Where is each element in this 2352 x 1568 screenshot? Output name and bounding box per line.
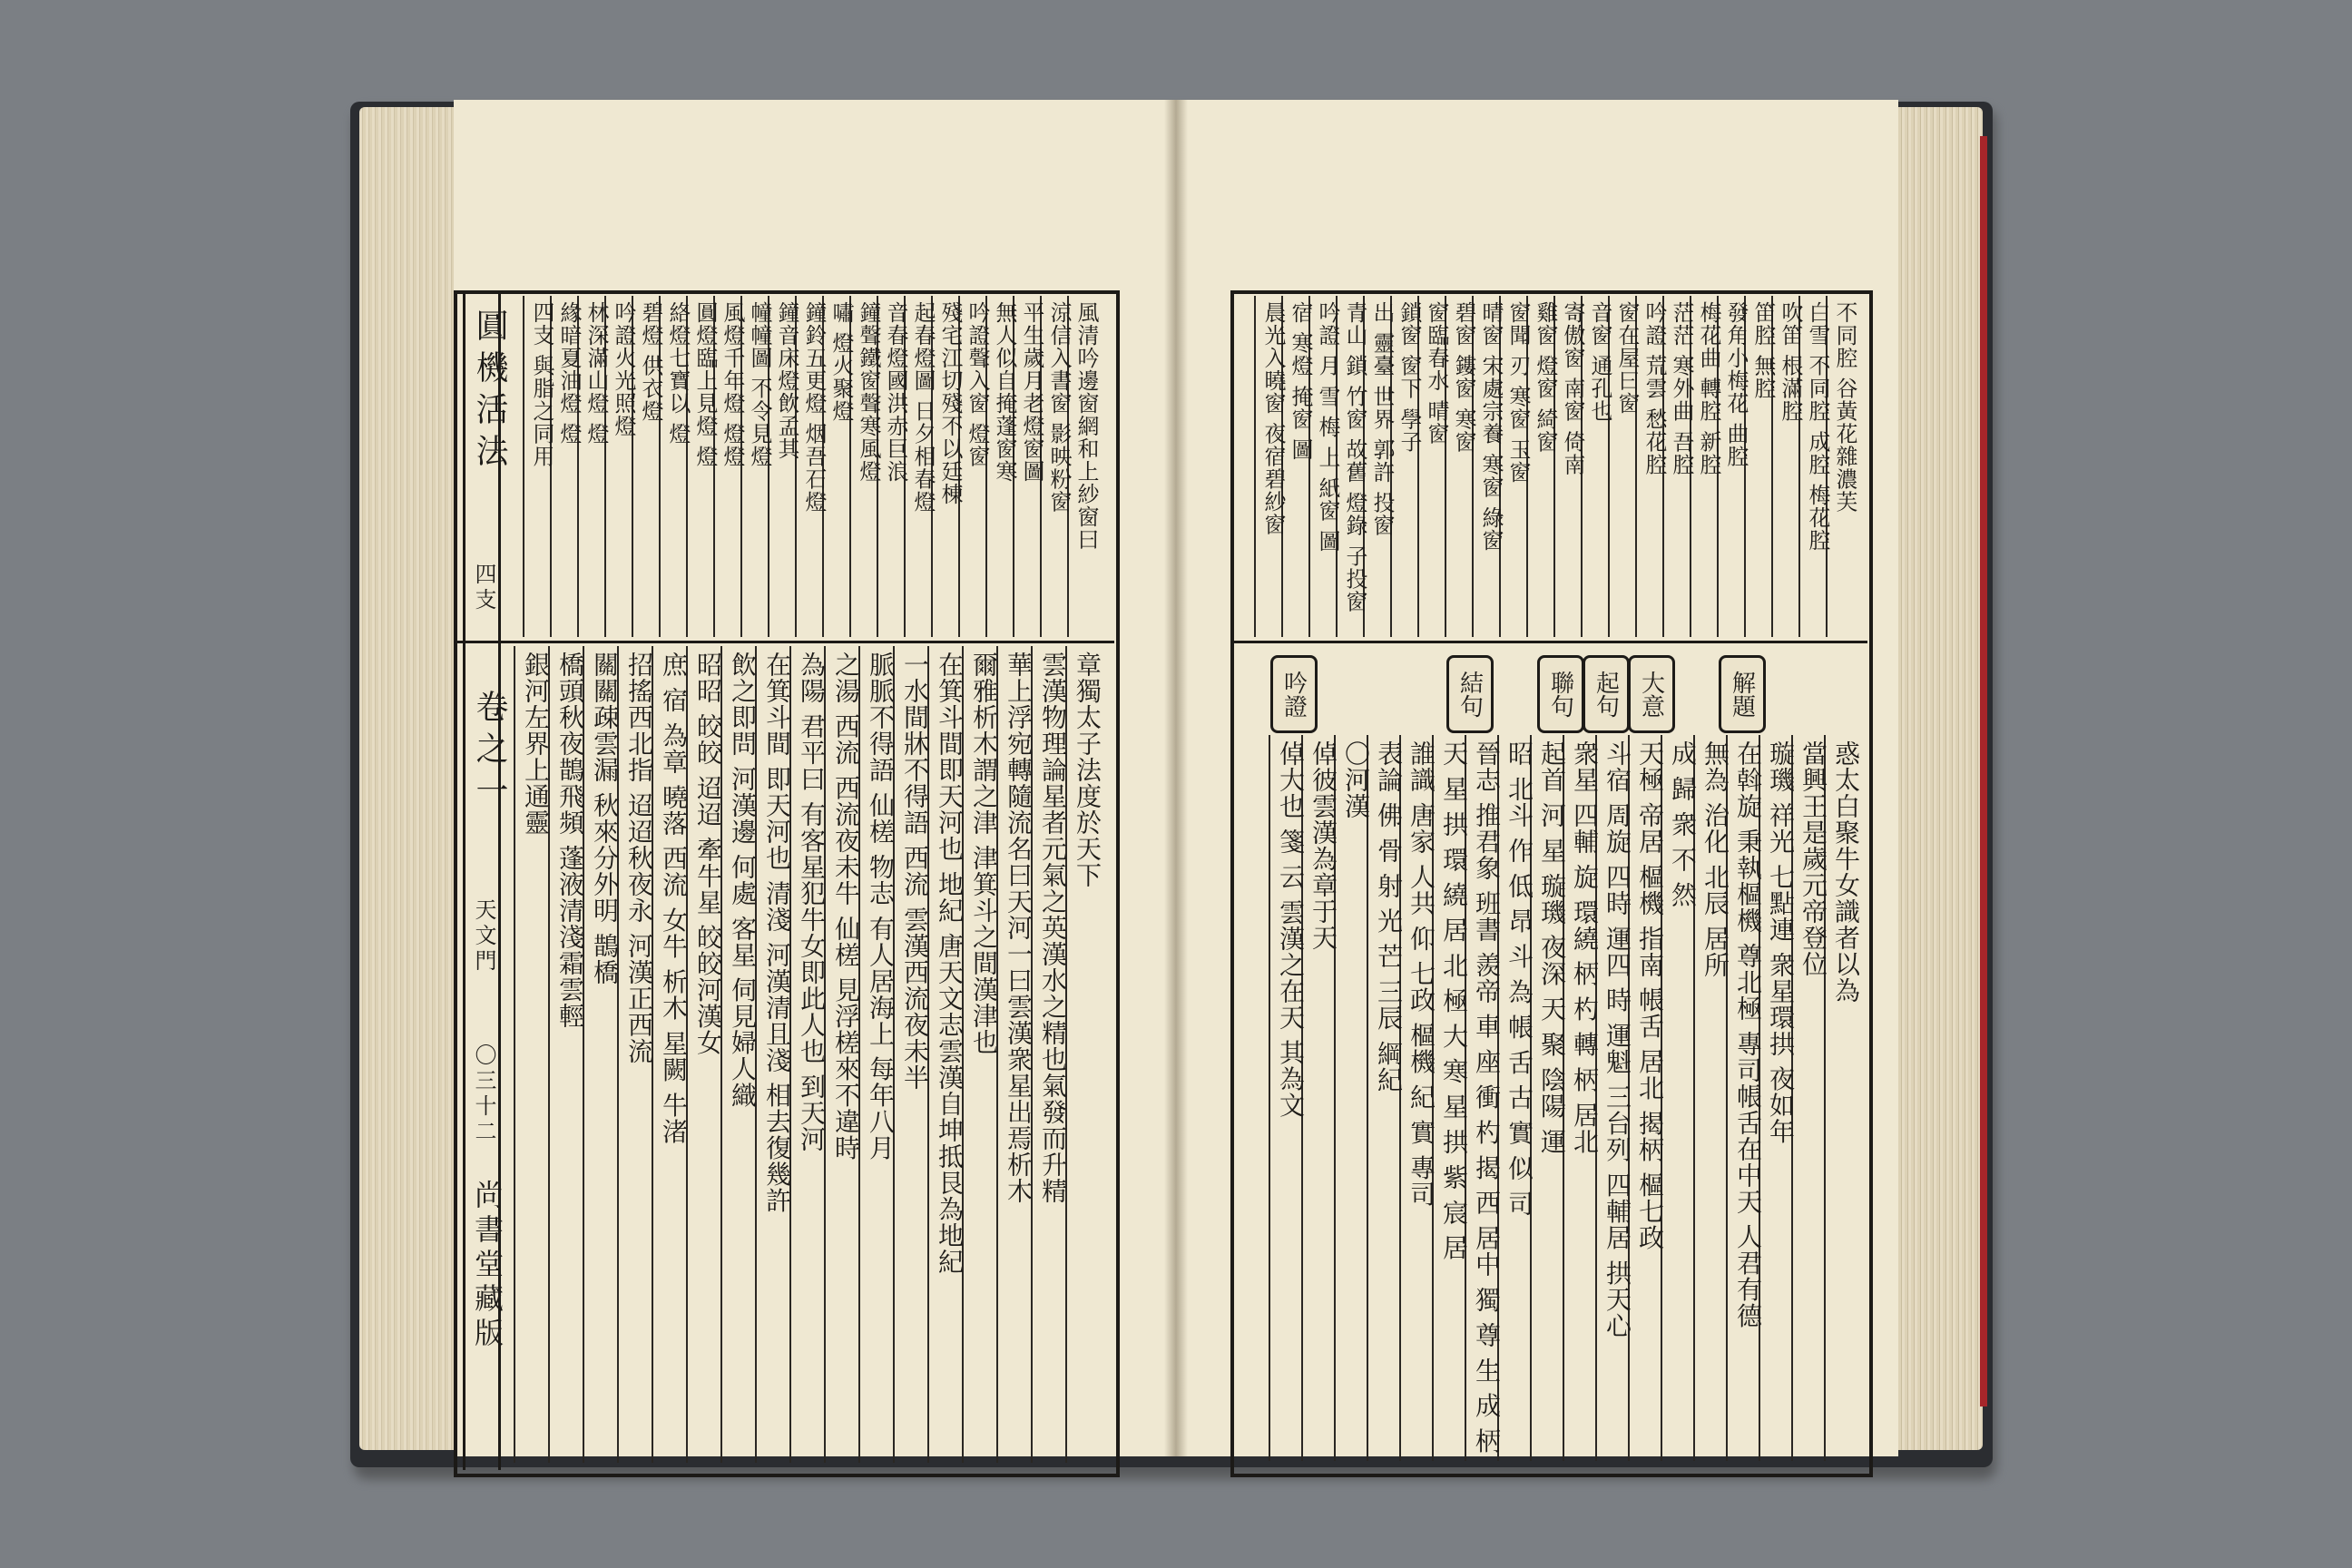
- text-column: 橋頭秋夜鵲飛頻 蓬液清淺霜雲輕: [555, 652, 585, 1029]
- volume-label: 卷之一: [471, 690, 508, 815]
- text-column: 窗聞 刃 寒窗 玉窗: [1505, 301, 1531, 484]
- left-page: [454, 100, 1176, 1456]
- badge-lianju: 聯句: [1537, 655, 1584, 733]
- book-title: 圓機活法: [471, 309, 508, 475]
- text-column: 在箕斗間 即天河也 清淺 河漢清且淺 相去復幾許: [762, 652, 792, 1214]
- text-column: 表論 佛 骨 射 光 芒 三辰 綱紀: [1374, 740, 1404, 1093]
- section-label: 四支: [471, 563, 496, 613]
- text-column: 昭昭 皎皎 迢迢 牽牛星 皎皎河漢女: [693, 652, 723, 1056]
- text-column: 嘯 燈火聚燈: [828, 301, 854, 423]
- text-column: 倬彼雲漢為章于天: [1308, 740, 1338, 951]
- right-page: [1176, 100, 1898, 1456]
- text-column: 在斡旋 秉執樞機 尊北極 專司帳舌在中天 人君有德: [1733, 740, 1763, 1329]
- column-rule: [523, 296, 524, 637]
- text-column: 爾雅析木謂之津 津箕斗之間漢津也: [969, 652, 999, 1055]
- text-column: 招搖西北指 迢迢秋夜永 河漢正西流: [624, 652, 654, 1064]
- text-column: 殘宅江切殘不以廷棟: [937, 301, 963, 505]
- text-column: 鐘鈴五更燈 烟吾石燈: [801, 301, 827, 514]
- text-column: 無為 治化 北辰 居所: [1700, 740, 1730, 978]
- text-column: 碧燈 供衣燈: [638, 301, 663, 423]
- text-column: 起春燈圖 日夕相春燈: [910, 301, 936, 514]
- text-column: 衆星 四輔 旋 環繞 柄 杓 轉 柄 居北: [1570, 740, 1600, 1155]
- text-column: 雲漢物理論星者元氣之英漢水之精也氣發而升精: [1038, 652, 1068, 1204]
- publisher-label: 尚書堂藏版: [470, 1180, 505, 1352]
- text-column: 為陽 君平曰 有客星犯牛女即此人也 到天河: [797, 652, 827, 1152]
- text-column: 寄傲窗 南窗 倚南: [1560, 301, 1585, 476]
- column-rule: [514, 646, 515, 1463]
- text-column: 絡燈七寶以 燈: [665, 301, 691, 446]
- text-column: 惑太白聚牛女識者以為: [1831, 740, 1861, 1004]
- text-column: 平生歲月老燈窗圖: [1019, 301, 1044, 483]
- text-column: 鐘音床燈飲孟其: [774, 301, 799, 460]
- text-column: 鐘聲鐵窗聲寒風燈: [856, 301, 881, 483]
- badge-qiju: 起句: [1583, 655, 1630, 733]
- text-column: 脈脈不得語 仙槎 物志 有人居海上 每年八月: [866, 652, 896, 1161]
- text-column: 笛腔 無腔: [1750, 301, 1776, 400]
- text-column: 銀河左界上通靈: [521, 652, 551, 836]
- text-column: 飲之即問 河漢邊 何處 客星 伺見婦人織: [728, 652, 758, 1109]
- text-column: 華上浮宛轉隨流名曰天河一曰雲漢衆星出焉析木: [1004, 652, 1034, 1204]
- text-column: 白雪 不同腔 成腔 梅花腔: [1805, 301, 1830, 552]
- text-column: 雞窗 燈窗 綺窗: [1533, 301, 1558, 454]
- text-column: 幢幢圖 不令見燈: [747, 301, 772, 468]
- text-column: 起首 河 星 璇璣 夜深 天 聚 陰陽 運: [1537, 740, 1567, 1155]
- text-column: 斗宿 周旋 四時 運四 時 運魁 三台列 四輔居 拱天心: [1602, 740, 1632, 1339]
- left-page-edges: [359, 107, 461, 1450]
- text-column: 〇河漢: [1341, 740, 1371, 819]
- text-column: 圓燈臨上見燈 燈: [692, 301, 718, 468]
- text-column: 吟證火光照燈: [611, 301, 636, 437]
- text-column: 緣暗夏油燈 燈: [556, 301, 582, 446]
- text-column: 茫茫 寒外曲 吾腔: [1669, 301, 1694, 476]
- text-column: 音窗 通孔也: [1587, 301, 1612, 423]
- text-column: 風燈千年燈 燈燈: [720, 301, 745, 468]
- right-page-edges: [1892, 107, 1983, 1450]
- badge-jieju: 結句: [1446, 655, 1494, 733]
- text-column: 吟證 荒雲 愁花腔: [1642, 301, 1667, 476]
- text-column: 鎖窗 窗下 學子: [1396, 301, 1422, 454]
- text-column: 晨光入曉窗 夜宿碧紗窗: [1260, 301, 1286, 536]
- badge-dayi: 大意: [1628, 655, 1675, 733]
- chapter-label: 天文門: [471, 898, 496, 975]
- text-column: 宿 寒燈 掩窗 圖: [1288, 301, 1313, 461]
- text-column: 發角小梅花 曲腔: [1723, 301, 1749, 468]
- text-column: 天 星 拱 環 繞 居 北 極 大 寒 星 拱 紫 宸 居: [1439, 740, 1469, 1261]
- text-column: 音春燈國洪赤巨浪: [883, 301, 908, 483]
- text-column: 碧窗 鏤窗 寒窗: [1451, 301, 1476, 454]
- text-column: 窗臨春水 晴窗: [1424, 301, 1449, 446]
- badge-jieti: 解題: [1719, 655, 1766, 733]
- column-rule: [1367, 735, 1368, 1461]
- text-column: 關關疎雲漏 秋來分外明 鵲橋: [590, 652, 620, 985]
- left-section-divider: [457, 641, 1114, 643]
- text-column: 吹笛 根滿腔: [1778, 301, 1803, 423]
- page-number: 〇三十二: [471, 1044, 496, 1145]
- text-column: 青山 鎖 竹窗 故舊 燈錄 子投窗: [1342, 301, 1367, 613]
- text-column: 出 靈臺 世界 郭許 投窗: [1369, 301, 1395, 537]
- text-column: 誰識 唐家 人共 仰 七政 樞機 紀 實 專司: [1406, 740, 1436, 1208]
- text-column: 昭 北斗 作 低 昂 斗 為 帳 舌 古 實 似 司: [1504, 740, 1534, 1217]
- right-section-divider: [1234, 641, 1867, 643]
- text-column: 不同腔 谷黃花雜濃芙: [1832, 301, 1857, 514]
- text-column: 風清吟邊窗網和上紗窗曰: [1073, 301, 1099, 551]
- text-column: 庶 宿 為章 曉落 西流 女牛 析木 星闕 牛渚: [659, 652, 689, 1145]
- text-column: 無人似自掩蓬窗寒: [992, 301, 1017, 483]
- text-column: 吟證聲入窗 燈窗: [965, 301, 990, 468]
- column-rule: [1269, 735, 1270, 1461]
- text-column: 晴窗 宋處宗養 寒窗 綠窗: [1478, 301, 1504, 552]
- text-column: 之湯 西流 西流夜未牛 仙槎 見浮槎來不違時: [831, 652, 861, 1161]
- text-column: 章獨太子法度於天下: [1073, 652, 1102, 888]
- text-column: 成 歸 衆 不 然: [1668, 740, 1698, 908]
- text-column: 在箕斗間即天河也 地紀 唐天文志雲漢自坤抵艮為地紀: [935, 652, 965, 1275]
- text-column: 吟證 月 雪 梅 上 紙窗 圖: [1315, 301, 1340, 553]
- text-column: 璇璣 祥光 七點連 衆星環拱 夜如年: [1766, 740, 1796, 1145]
- text-column: 四支 與脂之同用: [529, 301, 554, 468]
- text-column: 倬大也 箋 云 雲漢之在天 其為文: [1276, 740, 1306, 1119]
- red-edge-stripe: [1980, 136, 1987, 1406]
- text-column: 林深滿山燈 燈: [583, 301, 609, 446]
- text-column: 梅花曲 轉腔 新腔: [1696, 301, 1721, 476]
- text-column: 晉志 推君象 班書 羨帝 車 座 衝 杓 揭 西 居中 獨 尊 生 成 柄: [1472, 740, 1502, 1455]
- book-gutter: [1164, 100, 1188, 1456]
- text-column: 一水間牀不得語 西流 雲漢西流夜未半: [900, 652, 930, 1091]
- column-rule: [1254, 296, 1256, 637]
- text-column: 涼信入書窗 影映粉窗: [1046, 301, 1072, 514]
- text-column: 當興王是歲元帝登位: [1798, 740, 1828, 977]
- text-column: 天極 帝居 樞機 指南 帳舌 居北 揭柄 樞七政: [1635, 740, 1665, 1251]
- badge-yinzheng: 吟證: [1270, 655, 1318, 733]
- text-column: 窗在屋曰窗: [1614, 301, 1640, 415]
